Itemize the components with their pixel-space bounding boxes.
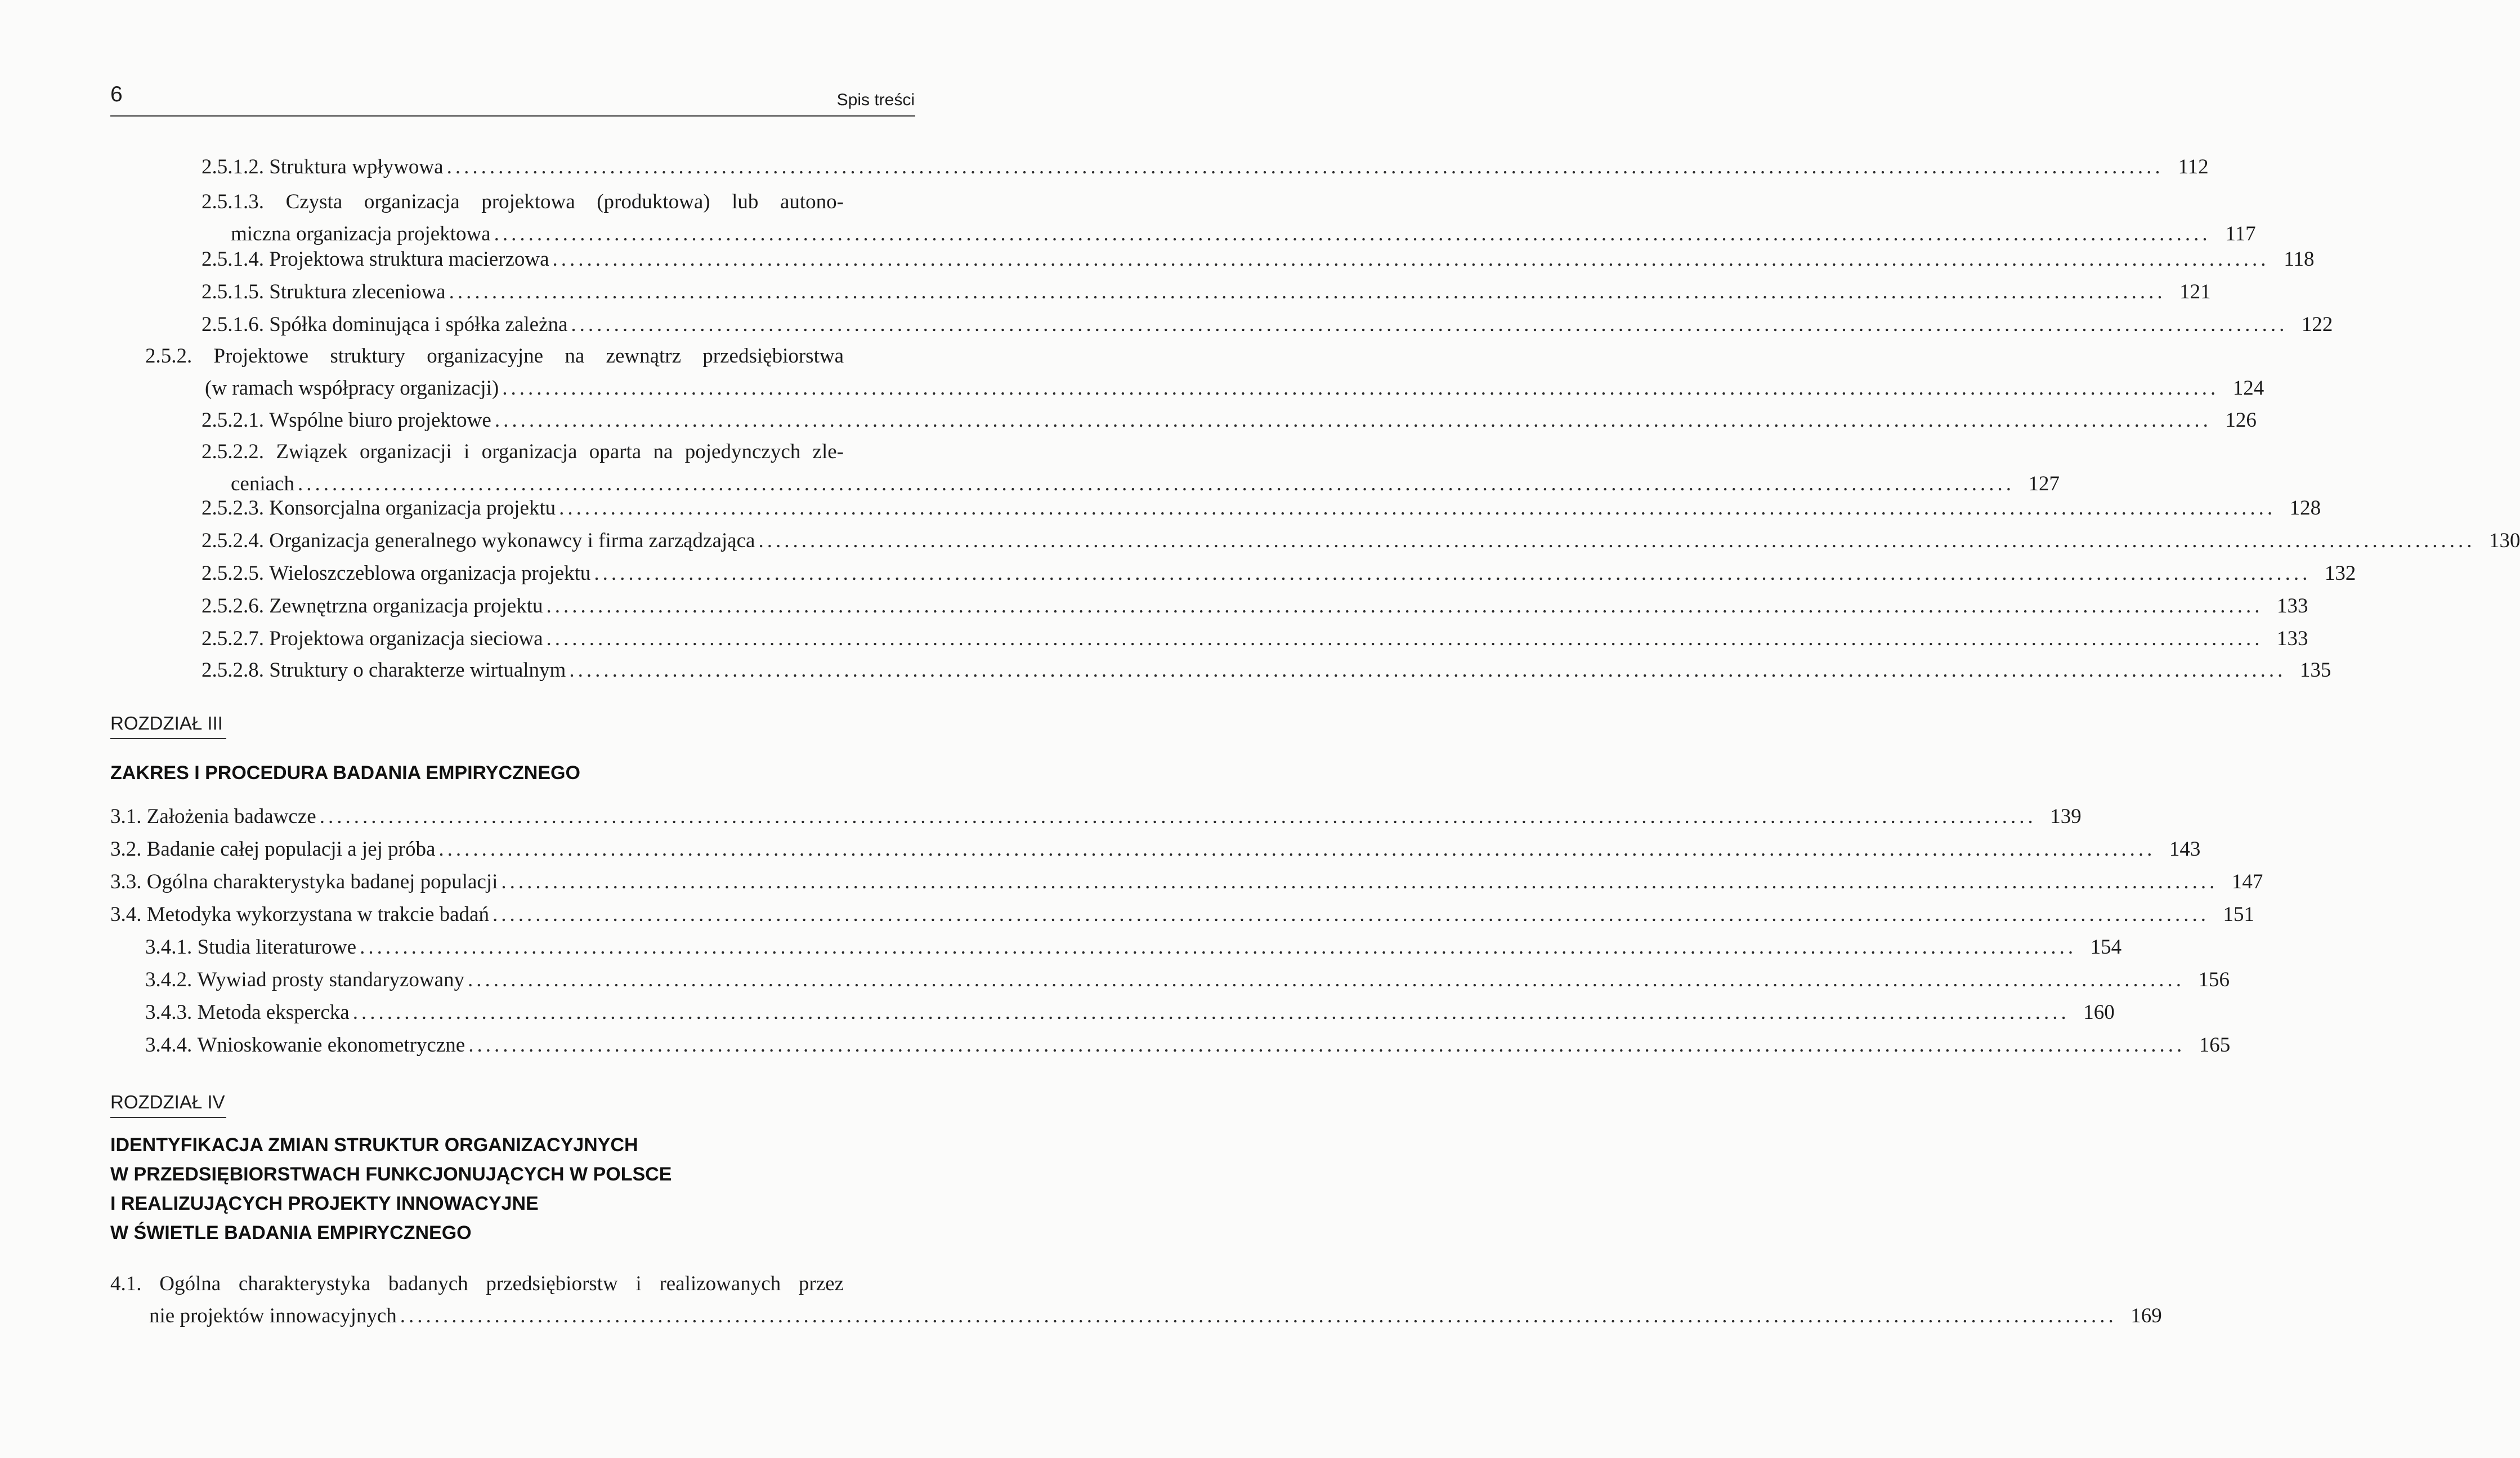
toc-entry-page: 126	[2225, 409, 2257, 432]
toc-entry-number: 2.5.1.3.	[202, 190, 264, 213]
dot-leader: ........................................................................................................................................................................................................	[438, 838, 2156, 861]
dot-leader: ........................................................................................................................................................................................................	[468, 968, 2185, 991]
toc-entry-page: 130	[2488, 529, 2520, 552]
toc-entry-page: 133	[2277, 627, 2308, 650]
toc-entry-number: 2.5.2.1.	[202, 409, 264, 432]
toc-entry	[202, 623, 2308, 655]
toc-entry	[202, 525, 2520, 557]
toc-entry-title: Wieloszczeblowa organizacja projektu	[269, 562, 591, 585]
toc-entry-number: 2.5.2.6.	[202, 594, 264, 618]
dot-leader: ........................................................................................................................................................................................................	[494, 222, 2211, 245]
chapter-title-line: W ŚWIETLE BADANIA EMPIRYCZNEGO	[110, 1222, 472, 1244]
toc-entry-title: Struktura zleceniowa	[269, 280, 446, 303]
toc-entry-page: 128	[2289, 497, 2321, 520]
toc-entry	[202, 186, 2256, 250]
toc-entry-title-continued: (w ramach współpracy organizacji)	[205, 377, 499, 400]
toc-entry-number: 3.4.1.	[145, 936, 193, 959]
toc-entry-page: 156	[2198, 968, 2230, 991]
toc-entry-number: 2.5.2.3.	[202, 497, 264, 520]
toc-entry-page: 154	[2090, 936, 2122, 959]
chapter-title	[110, 758, 580, 788]
toc-entry-page: 124	[2232, 377, 2264, 400]
toc-entry-page: 133	[2277, 594, 2308, 618]
toc-entry-title: Projektowa organizacja sieciowa	[269, 627, 543, 650]
toc-entry-page: 132	[2324, 562, 2356, 585]
toc-entry-number: 2.5.2.8.	[202, 659, 264, 682]
toc-entry-title: Wnioskowanie ekonometryczne	[197, 1034, 465, 1057]
dot-leader: ........................................................................................................................................................................................................	[559, 497, 2276, 520]
dot-leader: ........................................................................................................................................................................................................	[546, 627, 2263, 650]
toc-entry	[145, 964, 2230, 996]
dot-leader: ........................................................................................................................................................................................................	[758, 529, 2476, 552]
header-rule	[110, 115, 915, 117]
dot-leader: ........................................................................................................................................................................................................	[502, 377, 2219, 400]
toc-entry-title: Projektowe struktury organizacyjne na zewnątrz przedsiębiorstwa	[213, 345, 844, 368]
toc-entry-number: 3.3.	[110, 870, 142, 893]
chapter-title-line: IDENTYFIKACJA ZMIAN STRUKTUR ORGANIZACYJNYCH	[110, 1134, 638, 1156]
toc-entry-page: 112	[2178, 155, 2209, 178]
toc-entry-number: 3.4.	[110, 903, 142, 926]
toc-entry-number: 2.5.2.	[145, 345, 193, 368]
toc-entry	[110, 866, 2263, 898]
dot-leader: ........................................................................................................................................................................................................	[569, 659, 2286, 682]
toc-entry-number: 2.5.2.4.	[202, 529, 264, 552]
toc-entry	[202, 151, 2209, 183]
toc-entry-number: 2.5.2.5.	[202, 562, 264, 585]
toc-entry	[145, 996, 2115, 1028]
dot-leader: ........................................................................................................................................................................................................	[360, 936, 2077, 959]
toc-entry	[202, 557, 2356, 589]
toc-entry-title: Metoda ekspercka	[197, 1001, 350, 1024]
dot-leader: ........................................................................................................................................................................................................	[352, 1001, 2070, 1024]
toc-entry	[110, 1268, 2162, 1332]
toc-entry-title: Struktura wpływowa	[269, 155, 444, 178]
toc-entry-title: Wspólne biuro projektowe	[269, 409, 491, 432]
toc-entry	[202, 276, 2211, 308]
toc-entry-title: Metodyka wykorzystana w trakcie badań	[146, 903, 489, 926]
toc-entry-number: 3.4.3.	[145, 1001, 193, 1024]
toc-entry	[145, 340, 2264, 404]
running-header-title: Spis treści	[836, 91, 915, 109]
toc-entry-page: 143	[2169, 838, 2201, 861]
toc-entry	[110, 800, 2082, 833]
toc-entry-title-continued: nie projektów innowacyjnych	[149, 1304, 397, 1327]
dot-leader: ........................................................................................................................................................................................................	[297, 472, 2015, 495]
chapter-label: ROZDZIAŁ IV	[110, 1093, 226, 1118]
toc-entry-number: 2.5.2.2.	[202, 440, 264, 463]
toc-entry-number: 3.4.4.	[145, 1034, 193, 1057]
toc-entry-title: Ogólna charakterystyka badanej populacji	[146, 870, 498, 893]
toc-entry-page: 139	[2050, 805, 2082, 828]
toc-entry-page: 147	[2231, 870, 2263, 893]
toc-entry-title: Organizacja generalnego wykonawcy i firma zarządzająca	[269, 529, 755, 552]
dot-leader: ........................................................................................................................................................................................................	[319, 805, 2036, 828]
toc-entry-page: 117	[2225, 222, 2256, 245]
toc-entry-title: Konsorcjalna organizacja projektu	[269, 497, 556, 520]
dot-leader: ........................................................................................................................................................................................................	[492, 903, 2209, 926]
toc-entry-page: 160	[2083, 1001, 2115, 1024]
toc-entry-page: 122	[2301, 313, 2333, 336]
toc-entry-title: Struktury o charakterze wirtualnym	[269, 659, 566, 682]
toc-entry	[145, 931, 2122, 963]
dot-leader: ........................................................................................................................................................................................................	[501, 870, 2218, 893]
dot-leader: ........................................................................................................................................................................................................	[446, 155, 2164, 178]
toc-entry-title: Ogólna charakterystyka badanych przedsiębiorstw i realizowanych przez	[159, 1272, 844, 1295]
dot-leader: ........................................................................................................................................................................................................	[449, 280, 2166, 303]
toc-entry-title: Projektowa struktura macierzowa	[269, 248, 549, 271]
toc-entry-number: 3.2.	[110, 838, 142, 861]
toc-entry-title-continued: miczna organizacja projektowa	[231, 222, 491, 245]
toc-entry-title-continued: ceniach	[231, 472, 294, 495]
toc-entry-page: 135	[2299, 659, 2331, 682]
toc-entry-number: 2.5.2.7.	[202, 627, 264, 650]
chapter-label: ROZDZIAŁ III	[110, 714, 226, 739]
toc-entry	[145, 1029, 2231, 1061]
toc-entry-number: 2.5.1.4.	[202, 248, 264, 271]
toc-entry-page: 127	[2028, 472, 2060, 495]
toc-entry	[202, 492, 2321, 524]
toc-entry	[202, 404, 2257, 436]
toc-entry-number: 3.4.2.	[145, 968, 193, 991]
toc-entry-number: 2.5.1.2.	[202, 155, 264, 178]
toc-entry-number: 3.1.	[110, 805, 142, 828]
toc-entry-title: Zewnętrzna organizacja projektu	[269, 594, 543, 618]
chapter-title	[110, 1130, 672, 1247]
toc-entry-title: Wywiad prosty standaryzowany	[197, 968, 465, 991]
dot-leader: ........................................................................................................................................................................................................	[494, 409, 2212, 432]
chapter-title-line: W PRZEDSIĘBIORSTWACH FUNKCJONUJĄCYCH W POLSCE	[110, 1164, 672, 1185]
toc-entry	[202, 436, 2060, 500]
toc-entry-title: Studia literaturowe	[197, 936, 357, 959]
page-number: 6	[110, 82, 123, 106]
toc-entry-title: Związek organizacji i organizacja oparta na pojedynczych zle-	[276, 440, 844, 463]
dot-leader: ........................................................................................................................................................................................................	[468, 1034, 2186, 1057]
toc-entry-title: Czysta organizacja projektowa (produktowa) lub autono-	[285, 190, 844, 213]
toc-entry-page: 169	[2130, 1304, 2162, 1327]
toc-entry	[110, 833, 2201, 865]
toc-entry-title: Badanie całej populacji a jej próba	[146, 838, 436, 861]
toc-entry-number: 2.5.1.5.	[202, 280, 264, 303]
dot-leader: ........................................................................................................................................................................................................	[594, 562, 2311, 585]
chapter-title-line: ZAKRES I PROCEDURA BADANIA EMPIRYCZNEGO	[110, 762, 580, 784]
toc-entry-page: 121	[2179, 280, 2211, 303]
toc-entry-page: 151	[2223, 903, 2254, 926]
dot-leader: ........................................................................................................................................................................................................	[400, 1304, 2117, 1327]
toc-entry-page: 118	[2284, 248, 2315, 271]
toc-entry	[202, 654, 2331, 686]
toc-entry-title: Spółka dominująca i spółka zależna	[269, 313, 568, 336]
toc-entry-page: 165	[2199, 1034, 2231, 1057]
toc-entry	[202, 308, 2333, 341]
toc-entry-title: Założenia badawcze	[146, 805, 316, 828]
toc-entry	[110, 898, 2254, 931]
dot-leader: ........................................................................................................................................................................................................	[552, 248, 2270, 271]
toc-entry	[202, 590, 2308, 622]
toc-entry-number: 2.5.1.6.	[202, 313, 264, 336]
toc-entry	[202, 243, 2315, 275]
chapter-title-line: I REALIZUJĄCYCH PROJEKTY INNOWACYJNE	[110, 1193, 539, 1214]
dot-leader: ........................................................................................................................................................................................................	[571, 313, 2288, 336]
dot-leader: ........................................................................................................................................................................................................	[546, 594, 2263, 618]
toc-entry-number: 4.1.	[110, 1272, 142, 1295]
